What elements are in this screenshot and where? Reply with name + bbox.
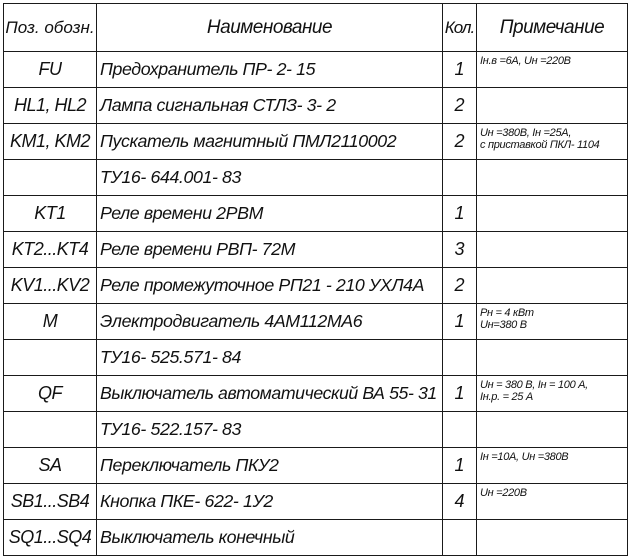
row-note-line: Uн=380 В [480, 319, 527, 331]
table-row [4, 88, 628, 124]
row-note-line: Iн =10А, Uн =380В [480, 451, 569, 463]
row-name: Предохранитель ПР- 2- 15 [97, 52, 443, 88]
table-header-row [4, 4, 628, 52]
table-row [4, 124, 628, 160]
row-name: Реле времени РВП- 72М [97, 232, 443, 268]
header-quantity: Кол. [443, 4, 477, 52]
row-name: Пускатель магнитный ПМЛ2110002 [97, 124, 443, 160]
row-position: HL1, HL2 [4, 88, 97, 124]
row-name: Кнопка ПКЕ- 622- 1У2 [97, 484, 443, 520]
row-position: SQ1...SQ4 [4, 520, 97, 556]
row-quantity: 2 [443, 268, 477, 304]
row-note [477, 484, 628, 520]
row-name: Электродвигатель 4АМ112МА6 [97, 304, 443, 340]
header-note: Примечание [477, 4, 628, 52]
row-name: Лампа сигнальная СТЛЗ- 3- 2 [97, 88, 443, 124]
table-row [4, 52, 628, 88]
row-position: SA [4, 448, 97, 484]
row-note-line: Uн = 380 В, Iн = 100 А, [480, 379, 588, 391]
row-position [4, 160, 97, 196]
header-position: Поз. обозн. [4, 4, 97, 52]
table-row [4, 268, 628, 304]
row-quantity [443, 412, 477, 448]
row-position: QF [4, 376, 97, 412]
header-name: Наименование [97, 4, 443, 52]
row-quantity [443, 340, 477, 376]
table-row [4, 196, 628, 232]
table-row [4, 232, 628, 268]
bom-body [4, 52, 628, 556]
row-position: KV1...KV2 [4, 268, 97, 304]
bom-table [3, 3, 628, 556]
row-note-line: Рн = 4 кВт [480, 307, 534, 319]
row-quantity: 1 [443, 196, 477, 232]
row-note [477, 340, 628, 376]
row-note-line: Uн =220В [480, 487, 527, 499]
row-quantity: 1 [443, 304, 477, 340]
row-note [477, 196, 628, 232]
row-position: SB1...SB4 [4, 484, 97, 520]
table-row [4, 376, 628, 412]
row-position [4, 340, 97, 376]
table-row [4, 160, 628, 196]
row-name: Выключатель конечный [97, 520, 443, 556]
row-name: Реле времени 2РВМ [97, 196, 443, 232]
row-note [477, 124, 628, 160]
table-row [4, 484, 628, 520]
row-name: ТУ16- 522.157- 83 [97, 412, 443, 448]
row-name: Выключатель автоматический ВА 55- 31 [97, 376, 443, 412]
row-quantity: 2 [443, 88, 477, 124]
row-note [477, 160, 628, 196]
row-name: ТУ16- 644.001- 83 [97, 160, 443, 196]
table-row [4, 412, 628, 448]
row-note [477, 52, 628, 88]
table-row [4, 448, 628, 484]
row-quantity [443, 520, 477, 556]
row-note-line: с приставкой ПКЛ- 1104 [480, 139, 600, 151]
row-note-line: Iн.р. = 25 А [480, 391, 533, 403]
row-quantity [443, 160, 477, 196]
row-quantity: 1 [443, 52, 477, 88]
row-note-line: Uн =380В, Iн =25А, [480, 127, 572, 139]
row-position: KT2...KT4 [4, 232, 97, 268]
row-quantity: 4 [443, 484, 477, 520]
row-quantity: 3 [443, 232, 477, 268]
row-note [477, 448, 628, 484]
row-note [477, 304, 628, 340]
row-position: KT1 [4, 196, 97, 232]
row-position: KM1, KM2 [4, 124, 97, 160]
row-note [477, 268, 628, 304]
row-position: FU [4, 52, 97, 88]
row-quantity: 2 [443, 124, 477, 160]
row-note [477, 376, 628, 412]
row-quantity: 1 [443, 448, 477, 484]
table-row [4, 520, 628, 556]
row-name: ТУ16- 525.571- 84 [97, 340, 443, 376]
row-position [4, 412, 97, 448]
row-name: Переключатель ПКУ2 [97, 448, 443, 484]
row-note [477, 520, 628, 556]
row-note [477, 232, 628, 268]
table-row [4, 304, 628, 340]
row-note [477, 88, 628, 124]
row-note [477, 412, 628, 448]
row-name: Реле промежуточное РП21 - 210 УХЛ4А [97, 268, 443, 304]
row-position: M [4, 304, 97, 340]
row-note-line: Iн.в =6А, Uн =220В [480, 55, 571, 67]
row-quantity: 1 [443, 376, 477, 412]
table-row [4, 340, 628, 376]
